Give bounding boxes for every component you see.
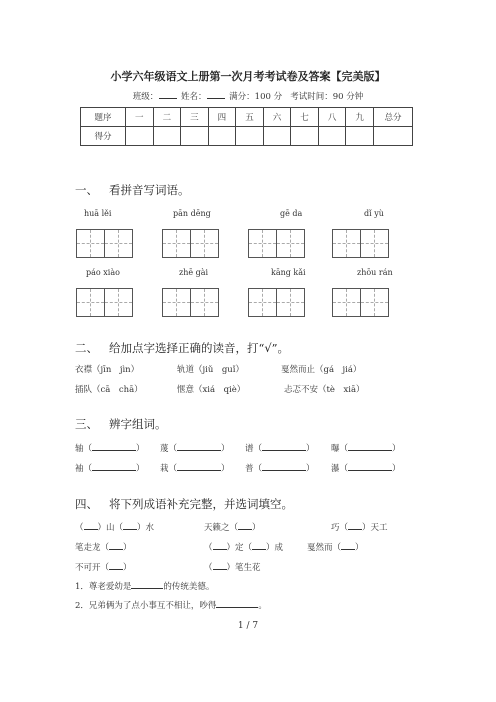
full-score-label: 满分：100 分	[229, 92, 283, 102]
character: 袖	[75, 464, 84, 474]
answer-blank[interactable]	[238, 521, 252, 530]
score-cell[interactable]	[208, 127, 236, 146]
answer-blank[interactable]	[213, 561, 227, 570]
answer-blank[interactable]	[109, 541, 123, 550]
character: 普	[245, 464, 254, 474]
word-building-item: 轴（ ）	[75, 444, 145, 454]
pinyin-label: gē da	[280, 209, 303, 218]
word-building-item: 谱（ ）	[245, 444, 315, 454]
score-table-score-row	[81, 127, 413, 146]
score-cell[interactable]	[181, 127, 209, 146]
writing-grid[interactable]	[76, 229, 133, 258]
name-blank	[207, 90, 225, 99]
reading-choice[interactable]: 轨道（jiǔ guǐ）	[177, 365, 244, 375]
score-cell[interactable]	[291, 127, 319, 146]
score-header-cell: 五	[236, 108, 264, 127]
reading-choice[interactable]: 插队（cā chā）	[75, 385, 143, 395]
writing-grid[interactable]	[162, 229, 219, 258]
score-cell[interactable]	[374, 127, 413, 146]
fill-in-question-2: 2．兄弟俩为了点小事互不相让，吵得 。	[75, 601, 267, 611]
character: 瀑	[331, 464, 340, 474]
answer-blank[interactable]	[348, 521, 362, 530]
pinyin-label: zhōu rán	[357, 268, 393, 277]
score-header-cell: 八	[318, 108, 346, 127]
word-building-item: 袖（ ）	[75, 464, 145, 474]
character: 栽	[160, 464, 169, 474]
answer-blank[interactable]	[92, 462, 136, 471]
word-building-item: 栽（ ）	[160, 464, 230, 474]
score-header-cell: 总分	[374, 108, 413, 127]
word-building-item: 瀑（ ）	[331, 464, 401, 474]
section-3-title: 辨字组词。	[108, 417, 167, 431]
score-header-cell: 一	[126, 108, 154, 127]
reading-choice[interactable]: 戛然而止（gá jiá）	[281, 365, 362, 375]
score-cell[interactable]	[346, 127, 374, 146]
reading-choice[interactable]: 衣襟（jīn jìn）	[75, 365, 140, 375]
character: 曝	[331, 444, 340, 454]
answer-blank[interactable]	[341, 541, 355, 550]
idiom-item: （ ）山（ ）水	[75, 523, 155, 533]
pinyin-label: páo xiào	[86, 268, 120, 277]
score-cell[interactable]	[236, 127, 264, 146]
score-table-header-row	[81, 108, 413, 127]
writing-grid[interactable]	[248, 229, 305, 258]
section-4-heading	[75, 496, 293, 512]
exam-meta	[0, 90, 496, 102]
score-cell[interactable]	[263, 127, 291, 146]
name-label: 姓名：	[180, 92, 207, 102]
score-header-cell: 七	[291, 108, 319, 127]
answer-blank[interactable]	[252, 541, 266, 550]
answer-blank[interactable]	[177, 442, 221, 451]
answer-blank[interactable]	[177, 462, 221, 471]
answer-blank[interactable]	[348, 442, 392, 451]
score-row-label: 得分	[81, 127, 126, 146]
pinyin-label: huā lěi	[84, 209, 112, 218]
score-header-cell: 题序	[81, 108, 126, 127]
score-cell[interactable]	[153, 127, 181, 146]
pinyin-label: dǐ yù	[364, 209, 384, 218]
section-2-number: 二、	[75, 341, 98, 355]
idiom-item: 笔走龙（ ）	[75, 543, 132, 553]
page-number: 1 / 7	[237, 621, 259, 631]
answer-blank[interactable]	[109, 561, 123, 570]
idiom-item: 巧（ ）天工	[331, 523, 388, 533]
section-4-title: 将下列成语补充完整，并选词填空。	[108, 497, 293, 511]
answer-blank[interactable]	[213, 541, 227, 550]
answer-blank[interactable]	[92, 442, 136, 451]
answer-blank[interactable]	[216, 599, 258, 608]
score-cell[interactable]	[318, 127, 346, 146]
idiom-item: 天籁之（ ）	[204, 523, 261, 533]
score-header-cell: 二	[153, 108, 181, 127]
answer-blank[interactable]	[348, 462, 392, 471]
score-header-cell: 三	[181, 108, 209, 127]
section-3-heading	[75, 416, 166, 432]
reading-choice[interactable]: 忐忑不安（tè xiā）	[284, 385, 365, 395]
answer-blank[interactable]	[123, 521, 137, 530]
idiom-item: （ ）定（ ）成	[204, 543, 284, 553]
character: 蔑	[160, 444, 169, 454]
pinyin-label: pān dēng	[173, 209, 211, 218]
answer-blank[interactable]	[84, 521, 98, 530]
answer-blank[interactable]	[131, 580, 163, 589]
reading-choice[interactable]: 惬意（xiá qiè）	[177, 385, 246, 395]
score-header-cell: 六	[263, 108, 291, 127]
section-1-heading	[75, 182, 189, 198]
section-4-number: 四、	[75, 497, 98, 511]
character: 轴	[75, 444, 84, 454]
score-cell[interactable]	[126, 127, 154, 146]
section-2-heading	[75, 340, 289, 356]
score-header-cell: 九	[346, 108, 374, 127]
document-title: 小学六年级语文上册第一次月考考试卷及答案【完美版】	[110, 70, 386, 83]
character: 谱	[245, 444, 254, 454]
writing-grid[interactable]	[332, 288, 389, 317]
word-building-item: 普（ ）	[245, 464, 315, 474]
answer-blank[interactable]	[262, 442, 306, 451]
pinyin-label: zhē gài	[179, 268, 209, 277]
class-blank	[159, 90, 177, 99]
idiom-item: 不可开（ ）	[75, 563, 132, 573]
class-label: 班级：	[132, 92, 159, 102]
writing-grid[interactable]	[76, 288, 133, 317]
section-2-title: 给加点字选择正确的读音，打“√”。	[108, 341, 290, 355]
fill-in-question-1: 1．尊老爱幼是 的传统美德。	[75, 582, 215, 592]
answer-blank[interactable]	[262, 462, 306, 471]
time-label: 考试时间：90 分钟	[290, 92, 364, 102]
idiom-item: 戛然而（ ）	[307, 543, 364, 553]
writing-grid[interactable]	[332, 229, 389, 258]
section-3-number: 三、	[75, 417, 98, 431]
idiom-item: （ ）笔生花	[204, 563, 261, 573]
writing-grid[interactable]	[248, 288, 305, 317]
section-1-title: 看拼音写词语。	[108, 183, 190, 197]
word-building-item: 蔑（ ）	[160, 444, 230, 454]
score-table	[80, 107, 413, 146]
writing-grid[interactable]	[162, 288, 219, 317]
pinyin-label: kāng kǎi	[271, 268, 306, 277]
section-1-number: 一、	[75, 183, 98, 197]
word-building-item: 曝（ ）	[331, 444, 401, 454]
score-header-cell: 四	[208, 108, 236, 127]
